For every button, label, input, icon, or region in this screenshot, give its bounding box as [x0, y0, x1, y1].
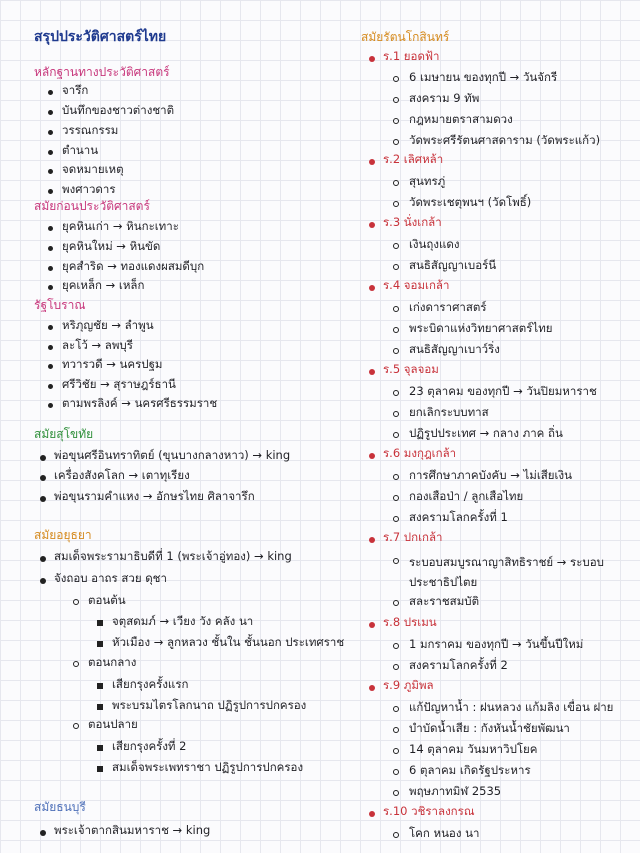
circle-bullet-icon — [393, 97, 399, 103]
bullet-icon — [48, 403, 53, 408]
circle-bullet-icon — [393, 790, 399, 796]
list-item: 6 เมษายน ของทุกปี → วันจักรี — [409, 70, 558, 84]
list-item: สนธิสัญญาเบอร์นี — [409, 258, 497, 272]
list-item: ยุคเหล็ก → เหล็ก — [62, 278, 145, 292]
list-item: เสียกรุงครั้งแรก — [112, 677, 189, 691]
circle-bullet-icon — [393, 411, 399, 417]
list-item: ปฏิรูปประเทศ → กลาง ภาค ถิ่น — [409, 426, 563, 440]
sub-heading: ตอนต้น — [88, 593, 126, 607]
section-heading-evidence: หลักฐานทางประวัติศาสตร์ — [34, 65, 170, 79]
bullet-icon — [48, 345, 53, 350]
list-item: สงครามโลกครั้งที่ 1 — [409, 510, 508, 524]
section-heading-ayutthaya: สมัยอยุธยา — [34, 528, 92, 542]
circle-bullet-icon — [393, 474, 399, 480]
square-bullet-icon — [97, 704, 103, 710]
list-item: เงินถุงแดง — [409, 237, 460, 251]
circle-bullet-icon — [393, 348, 399, 354]
circle-bullet-icon — [393, 748, 399, 754]
list-item: หริภุญชัย → ลำพูน — [62, 318, 154, 332]
bullet-icon — [40, 578, 46, 584]
list-item: บำบัดน้ำเสีย : กังหันน้ำชัยพัฒนา — [409, 721, 570, 735]
bullet-icon — [48, 364, 53, 369]
bullet-icon — [48, 90, 53, 95]
list-item: เสียกรุงครั้งที่ 2 — [112, 739, 187, 753]
reign-label: ร.10 วชิราลงกรณ — [383, 804, 475, 818]
list-item: เก่งดาราศาสตร์ — [409, 300, 487, 314]
reign-label: ร.2 เลิศหล้า — [383, 152, 444, 166]
list-item: เครื่องสังคโลก → เตาทุเรียง — [54, 468, 190, 482]
circle-bullet-icon — [393, 118, 399, 124]
list-item: พงศาวดาร — [62, 182, 116, 196]
circle-bullet-icon — [393, 432, 399, 438]
list-item: แก้ปัญหาน้ำ : ฝนหลวง แก้มลิง เขื่อน ฝาย — [409, 700, 614, 714]
reign-label: ร.7 ปกเกล้า — [383, 530, 443, 544]
bullet-icon — [48, 226, 53, 231]
sub-heading: ตอนกลาง — [88, 655, 137, 669]
square-bullet-icon — [97, 745, 103, 751]
section-heading-rattanakosin: สมัยรัตนโกสินทร์ — [361, 30, 450, 44]
list-item: ตามพรลิงค์ → นครศรีธรรมราช — [62, 396, 218, 410]
list-item: พระบรมไตรโลกนาถ ปฏิรูปการปกครอง — [112, 698, 307, 712]
list-item: ยุคหินเก่า → หินกะเทาะ — [62, 219, 179, 233]
bullet-icon — [48, 169, 53, 174]
bullet-icon — [40, 556, 46, 562]
list-item: กองเสือป่า / ลูกเสือไทย — [409, 489, 524, 503]
reign-label: ร.3 นั่งเกล้า — [383, 215, 442, 229]
circle-bullet-icon — [393, 727, 399, 733]
square-bullet-icon — [97, 683, 103, 689]
list-item: สละราชสมบัติ — [409, 594, 480, 608]
reign-label: ร.5 จุลจอม — [383, 362, 439, 376]
list-item: สงครามโลกครั้งที่ 2 — [409, 658, 508, 672]
section-heading-ancient-states: รัฐโบราณ — [34, 298, 86, 312]
circle-bullet-icon — [393, 327, 399, 333]
list-item: ละโว้ → ลพบุรี — [62, 338, 133, 352]
reign-bullet-icon — [369, 685, 375, 691]
section-heading-prehistory: สมัยก่อนประวัติศาสตร์ — [34, 199, 150, 213]
circle-bullet-icon — [393, 495, 399, 501]
list-item: บันทึกของชาวต่างชาติ — [62, 103, 175, 117]
list-item: สงคราม 9 ทัพ — [409, 91, 480, 105]
square-bullet-icon — [97, 641, 103, 647]
list-item: วัดพระศรีรัตนศาสดาราม (วัดพระแก้ว) — [409, 133, 601, 147]
square-bullet-icon — [97, 620, 103, 626]
circle-bullet-icon — [393, 76, 399, 82]
sub-heading: ตอนปลาย — [88, 717, 138, 731]
list-item: การศึกษาภาคบังคับ → ไม่เสียเงิน — [409, 468, 572, 482]
list-item: วรรณกรรม — [62, 123, 119, 137]
section-heading-thonburi: สมัยธนบุรี — [34, 800, 86, 814]
reign-label: ร.4 จอมเกล้า — [383, 278, 450, 292]
reign-bullet-icon — [369, 453, 375, 459]
circle-bullet-icon — [393, 832, 399, 838]
reign-bullet-icon — [369, 56, 375, 62]
list-item: จตุสดมภ์ → เวียง วัง คลัง นา — [112, 614, 254, 628]
bullet-icon — [40, 830, 46, 836]
list-item: พระบิดาแห่งวิทยาศาสตร์ไทย — [409, 321, 553, 335]
bullet-icon — [48, 130, 53, 135]
circle-bullet-icon — [393, 706, 399, 712]
list-item: พฤษภาทมิฬ 2535 — [409, 784, 502, 798]
circle-bullet-icon — [393, 306, 399, 312]
square-bullet-icon — [97, 766, 103, 772]
circle-bullet-icon — [393, 600, 399, 606]
list-item: สมเด็จพระเพทราชา ปฏิรูปการปกครอง — [112, 760, 304, 774]
bullet-icon — [48, 150, 53, 155]
reign-bullet-icon — [369, 622, 375, 628]
list-item: ยุคหินใหม่ → หินขัด — [62, 239, 161, 253]
reign-bullet-icon — [369, 811, 375, 817]
bullet-icon — [40, 475, 46, 481]
circle-bullet-icon — [393, 516, 399, 522]
bullet-icon — [48, 325, 53, 330]
list-item: ยกเลิกระบบทาส — [409, 405, 489, 419]
list-item: จังถอบ อาถร สวย ดุชา — [54, 571, 167, 585]
list-item: พระเจ้าตากสินมหาราช → king — [54, 823, 211, 837]
circle-bullet-icon — [393, 664, 399, 670]
reign-label: ร.1 ยอดฟ้า — [383, 49, 440, 63]
reign-label: ร.6 มงกุฎเกล้า — [383, 446, 457, 460]
list-item: 6 ตุลาคม เกิดรัฐประหาร — [409, 763, 531, 777]
bullet-icon — [48, 246, 53, 251]
circle-bullet-icon — [393, 264, 399, 270]
list-item: ตำนาน — [62, 143, 99, 157]
list-item: จดหมายเหตุ — [62, 162, 124, 176]
page-title: สรุปประวัติศาสตร์ไทย — [34, 29, 167, 45]
list-item: สมเด็จพระรามาธิบดีที่ 1 (พระเจ้าอู่ทอง) → king — [54, 549, 292, 563]
bullet-icon — [40, 455, 46, 461]
reign-label: ร.8 ปรเมน — [383, 615, 437, 629]
reign-bullet-icon — [369, 222, 375, 228]
reign-bullet-icon — [369, 537, 375, 543]
circle-bullet-icon — [393, 180, 399, 186]
list-item: 14 ตุลาคม วันมหาวิปโยค — [409, 742, 538, 756]
circle-bullet-icon — [393, 390, 399, 396]
circle-bullet-icon — [73, 723, 79, 729]
reign-bullet-icon — [369, 159, 375, 165]
circle-bullet-icon — [393, 139, 399, 145]
bullet-icon — [48, 110, 53, 115]
list-item: ทวารวดี → นครปฐม — [62, 357, 163, 371]
list-item: วัดพระเชตุพนฯ (วัดโพธิ์) — [409, 195, 532, 209]
bullet-icon — [40, 496, 46, 502]
circle-bullet-icon — [393, 643, 399, 649]
list-item: 1 มกราคม ของทุกปี → วันขึ้นปีใหม่ — [409, 637, 584, 651]
circle-bullet-icon — [393, 243, 399, 249]
list-item: พ่อขุนศรีอินทราทิตย์ (ขุนบางกลางหาว) → king — [54, 448, 291, 462]
list-item: หัวเมือง → ลูกหลวง ชั้นใน ชั้นนอก ประเทศราช — [112, 635, 345, 649]
list-item: กฎหมายตราสามดวง — [409, 112, 513, 126]
list-item: ยุคสำริด → ทองแดงผสมดีบุก — [62, 259, 205, 273]
circle-bullet-icon — [73, 599, 79, 605]
list-item: ระบอบสมบูรณาญาสิทธิราชย์ → ระบอบประชาธิปไตย — [409, 555, 604, 589]
list-item: 23 ตุลาคม ของทุกปี → วันปิยมหาราช — [409, 384, 597, 398]
bullet-icon — [48, 384, 53, 389]
reign-label: ร.9 ภูมิพล — [383, 678, 434, 692]
list-item: สุนทรภู่ — [409, 174, 446, 188]
list-item: โคก หนอง นา — [409, 826, 480, 840]
circle-bullet-icon — [393, 201, 399, 207]
circle-bullet-icon — [393, 558, 399, 564]
reign-bullet-icon — [369, 369, 375, 375]
circle-bullet-icon — [393, 769, 399, 775]
reign-bullet-icon — [369, 285, 375, 291]
list-item: จารึก — [62, 83, 89, 97]
list-item: ศรีวิชัย → สุราษฎร์ธานี — [62, 377, 176, 391]
bullet-icon — [48, 189, 53, 194]
bullet-icon — [48, 285, 53, 290]
circle-bullet-icon — [73, 661, 79, 667]
list-item: สนธิสัญญาเบาว์ริ่ง — [409, 342, 500, 356]
section-heading-sukhothai: สมัยสุโขทัย — [34, 427, 94, 441]
list-item: พ่อขุนรามคำแหง → อักษรไทย ศิลาจารึก — [54, 489, 255, 503]
bullet-icon — [48, 266, 53, 271]
